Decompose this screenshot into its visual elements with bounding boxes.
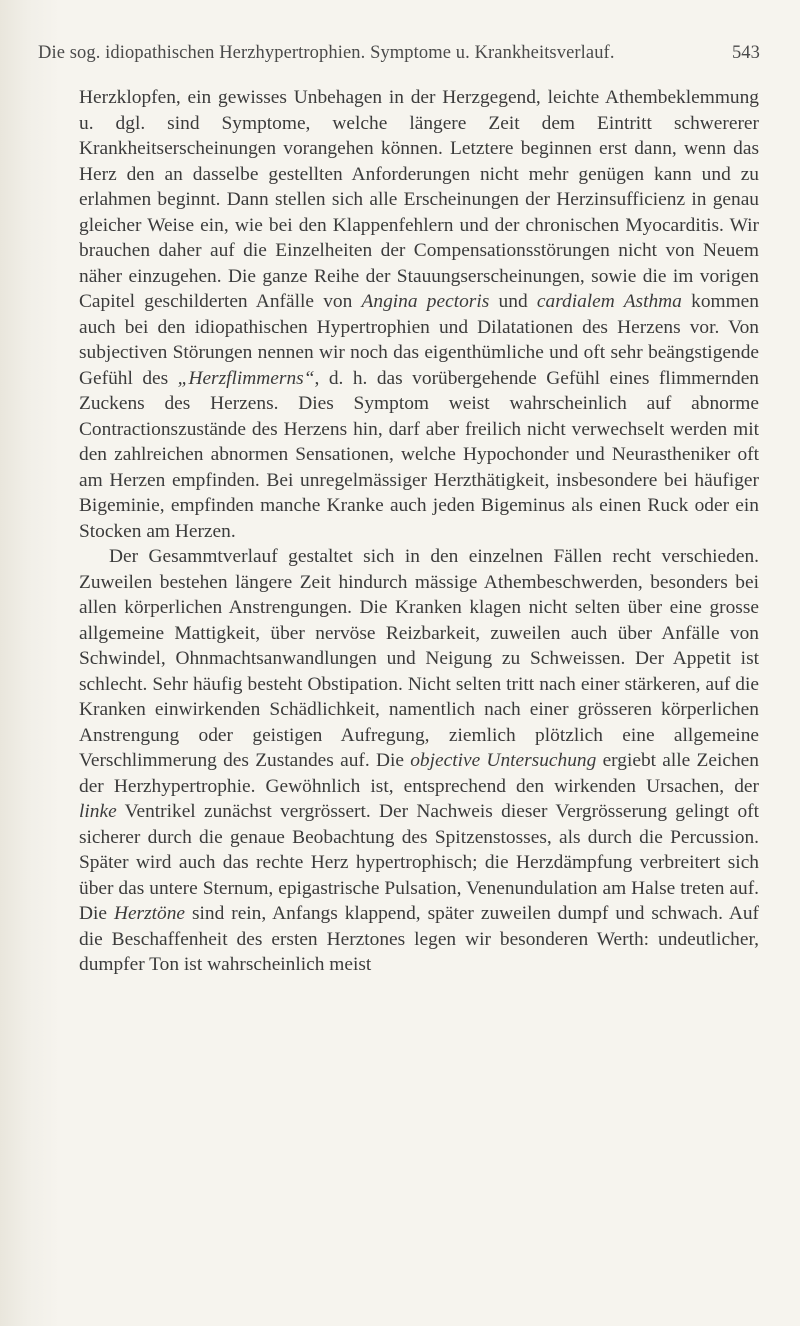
italic-phrase: linke [79,801,117,822]
text-run: kommen auch bei den idiopathischen Hypertrophien und Dilatationen des Herzens vor. Von subjectiven Störungen nennen wir noch das eigenthümliche und oft sehr beängstigende Gefühl des [79,291,759,389]
italic-phrase: „Herzflimmerns“ [177,367,315,389]
text-run: Der Gesammtverlauf gestaltet sich in den einzelnen Fällen recht verschieden. Zuweilen bestehen längere Zeit hindurch mässige Athembeschwerden, besonders bei allen körperlichen Anstrengungen. Die Kranken klagen nicht selten über eine grosse allgemeine Mattigkeit, über nervöse Reizbarkeit, zuweilen auch über Anfälle von Schwindel, Ohnmachtsanwandlungen und Neigung zu Schweissen. Der Appetit ist schlecht. Sehr häufig besteht Obstipation. Nicht selten tritt nach einer stärkeren, auf die Kranken einwirkenden Schädlichkeit, namentlich nach einer grösseren körperlichen Anstrengung oder geistigen Aufregung, ziemlich plötzlich eine allgemeine Verschlimmerung des Zustandes auf. Die [79,546,759,771]
italic-phrase: Herztöne [113,903,186,924]
text-run: Ventrikel zunächst vergrössert. Der Nachweis dieser Vergrösserung gelingt oft sicherer durch die genaue Beobachtung des Spitzenstosses, als durch die Percussion. Später wird auch das rechte Herz hypertrophisch; die Herzdämpfung verbreitert sich über das untere Sternum, epigastrische Pulsation, Venenundulation am Halse treten auf. Die [79,801,759,924]
italic-phrase: cardialem Asthma [536,291,682,312]
text-run: sind rein, Anfangs klappend, später zuweilen dumpf und schwach. Auf die Beschaffenheit des ersten Herztones legen wir besonderen Werth: undeutlicher, dumpfer Ton ist wahrscheinlich meist [79,903,759,975]
italic-phrase: Angina pectoris [361,291,490,312]
paragraph [79,544,759,978]
italic-phrase: objective Untersuchung [410,750,597,771]
paragraph [79,85,759,544]
body-text [79,85,759,978]
running-header [38,43,760,64]
page-number: 543 [731,43,760,63]
running-title: Die sog. idiopathischen Herzhypertrophien. Symptome u. Krankheitsverlauf. [38,43,615,63]
text-run: Herzklopfen, ein gewisses Unbehagen in der Herzgegend, leichte Athembeklemmung u. dgl. sind Symptome, welche längere Zeit dem Eintritt schwererer Krankheitserscheinungen vorangehen können. Letztere beginnen erst dann, wenn das Herz den an dasselbe gestellten Anforderungen nicht mehr genügen kann und zu erlahmen beginnt. Dann stellen sich alle Erscheinungen der Herzinsufficienz in genau gleicher Weise ein, wie bei den Klappenfehlern und der chronischen Myocarditis. Wir brauchen daher auf die Einzelheiten der Compensationsstörungen nicht von Neuem näher einzugehen. Die ganze Reihe der Stauungserscheinungen, sowie die im vorigen Capitel geschilderten Anfälle von [79,87,759,312]
text-run: und [489,291,537,312]
text-run: ergiebt alle Zeichen der Herzhypertrophie. Gewöhnlich ist, entsprechend den wirkenden Ursachen, der [79,750,759,797]
text-run: , d. h. das vorübergehende Gefühl eines flimmernden Zuckens des Herzens. Dies Symptom weist wahrscheinlich auf abnorme Contractionszustände des Herzens hin, darf aber freilich nicht verwechselt werden mit den zahlreichen abnormen Sensationen, welche Hypochonder und Neurastheniker oft am Herzen empfinden. Bei unregelmässiger Herzthätigkeit, insbesondere bei häufiger Bigeminie, empfinden manche Kranke auch jeden Bigeminus als einen Ruck oder ein Stocken am Herzen. [79,367,760,542]
